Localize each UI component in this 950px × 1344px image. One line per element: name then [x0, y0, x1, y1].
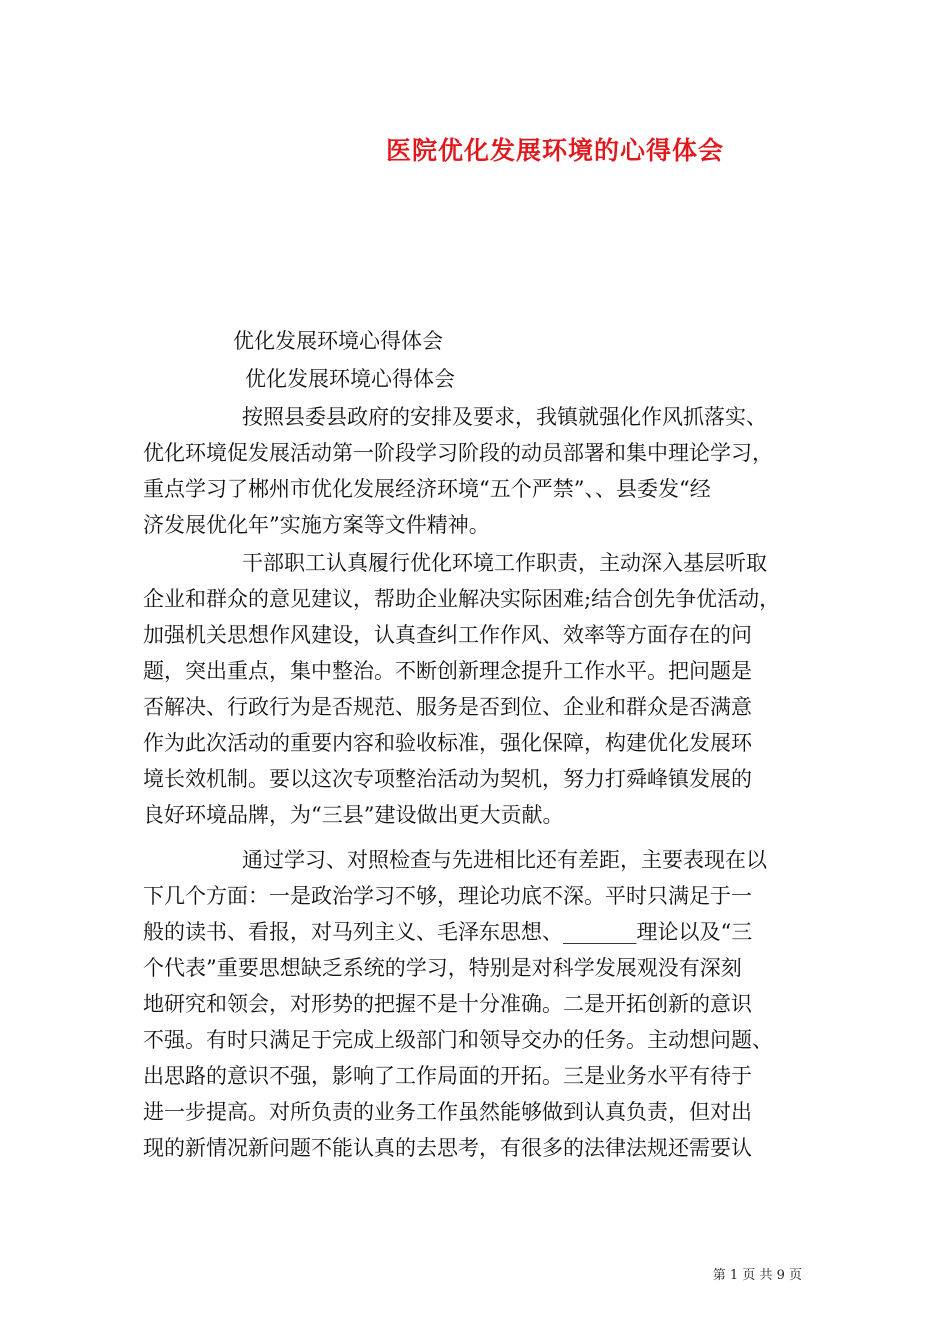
text-line: 现的新情况新问题不能认真的去思考，有很多的法律法规还需要认: [143, 1136, 752, 1160]
document-title: 医院优化发展环境的心得体会: [385, 136, 724, 165]
text-line: 境长效机制。要以这次专项整治活动为契机，努力打舜峰镇发展的: [143, 767, 752, 791]
text-line: 通过学习、对照检查与先进相比还有差距，主要表现在以: [242, 848, 767, 872]
text-line: 下几个方面：一是政治学习不够，理论功底不深。平时只满足于一: [143, 884, 752, 908]
text-line: 不强。有时只满足于完成上级部门和领导交办的任务。主动想问题、: [143, 1028, 773, 1052]
paragraph-2: [143, 545, 811, 833]
page-footer: 第 1 页 共 9 页: [712, 1268, 802, 1283]
text-line: 出思路的意识不强，影响了工作局面的开拓。三是业务水平有待于: [143, 1064, 752, 1088]
text-line: 题，突出重点，集中整治。不断创新理念提升工作水平。把问题是: [143, 659, 752, 683]
text-line: 企业和群众的意见建议，帮助企业解决实际困难;结合创先争优活动，: [143, 587, 781, 611]
text-line: 作为此次活动的重要内容和验收标准，强化保障，构建优化发展环: [143, 731, 752, 755]
text-line: 进一步提高。对所负责的业务工作虽然能够做到认真负责，但对出: [143, 1100, 752, 1124]
text-line: 良好环境品牌，为“三县”建设做出更大贡献。: [143, 803, 564, 827]
text-line: 济发展优化年”实施方案等文件精神。: [143, 513, 490, 537]
text-line: 般的读书、看报，对马列主义、毛泽东思想、_______理论以及“三: [143, 920, 753, 944]
text-line: 重点学习了郴州市优化发展经济环境“五个严禁”、、县委发“经: [143, 477, 711, 501]
text-line: 否解决、行政行为是否规范、服务是否到位、企业和群众是否满意: [143, 695, 752, 719]
text-line: 加强机关思想作风建设，认真查纠工作作风、效率等方面存在的问: [143, 623, 752, 647]
text-line: 按照县委县政府的安排及要求，我镇就强化作风抓落实、: [242, 405, 767, 429]
text-line: 干部职工认真履行优化环境工作职责，主动深入基层听取: [242, 551, 767, 575]
paragraph-1: [143, 399, 811, 543]
subtitle-2: 优化发展环境心得体会: [245, 367, 455, 391]
text-line: 优化环境促发展活动第一阶段学习阶段的动员部署和集中理论学习，: [143, 441, 773, 465]
text-line: 个代表”重要思想缺乏系统的学习，特别是对科学发展观没有深刻: [143, 956, 742, 980]
subtitle-1: 优化发展环境心得体会: [233, 329, 443, 353]
paragraph-3: [143, 842, 811, 1166]
text-line: 地研究和领会，对形势的把握不是十分准确。二是开拓创新的意识: [143, 992, 752, 1016]
